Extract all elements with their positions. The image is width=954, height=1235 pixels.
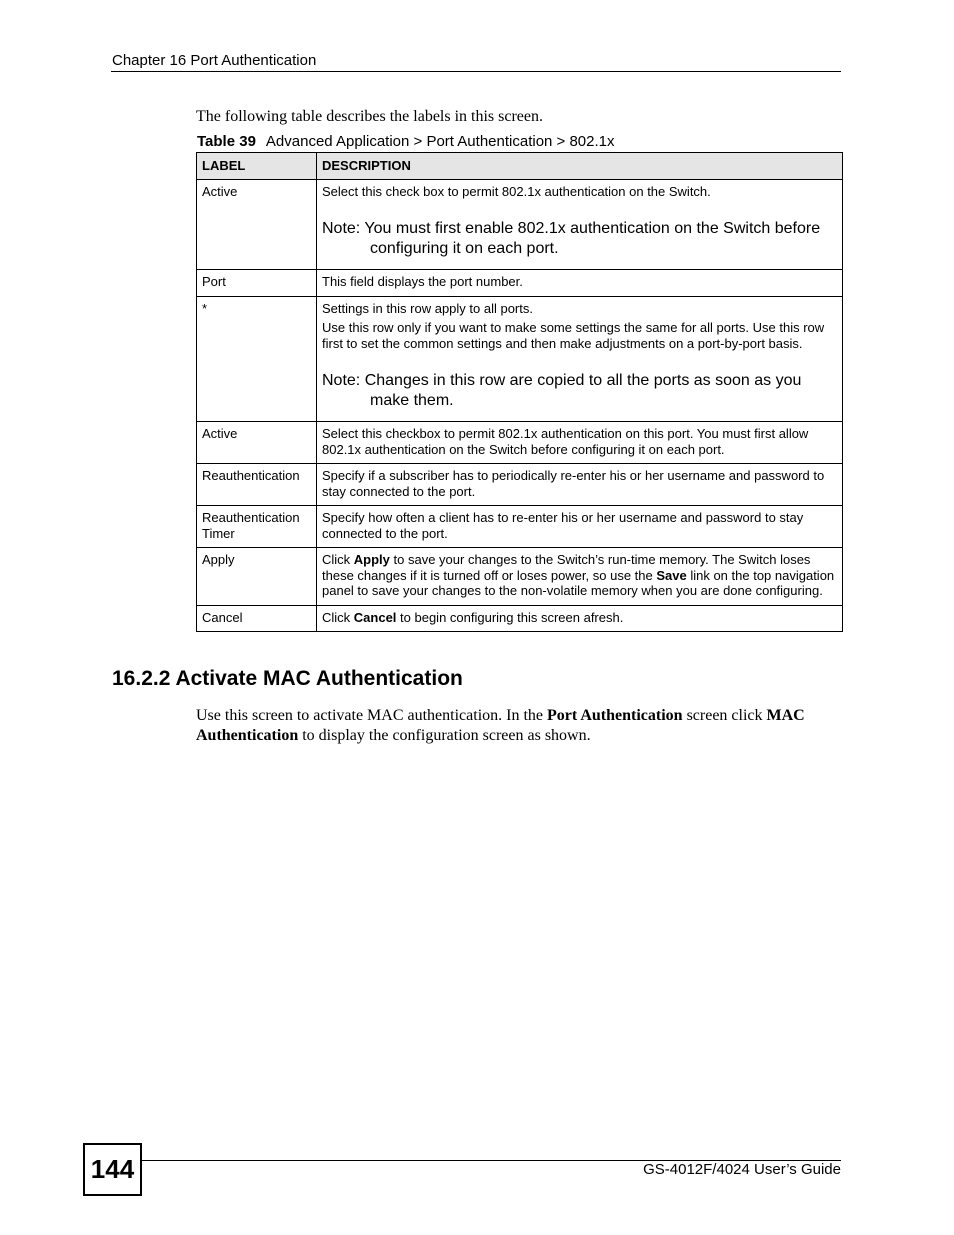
table-row [197, 605, 843, 632]
body-text: to display the configuration screen as shown. [298, 727, 591, 744]
note-text: Note: Changes in this row are copied to all the ports as soon as you make them. [322, 372, 802, 409]
row-label: Port [197, 270, 317, 297]
description-text: Click [322, 552, 354, 567]
row-label: Apply [197, 548, 317, 606]
table-title: Advanced Application > Port Authentication > 802.1x [265, 133, 615, 150]
body-text: screen click [682, 707, 767, 724]
row-description [317, 296, 843, 422]
label-description-table [196, 152, 843, 632]
table-row [197, 422, 843, 464]
table-row [197, 506, 843, 548]
row-description: Select this checkbox to permit 802.1x authentication on this port. You must first allow 802.1x authentication on the Switch before configuring it on each port. [317, 422, 843, 464]
row-label: Reauthentication Timer [197, 506, 317, 548]
section-body [196, 706, 836, 746]
description-text: Settings in this row apply to all ports. [322, 300, 533, 316]
table-row [197, 270, 843, 297]
apply-term: Apply [353, 552, 390, 567]
table-number: Table 39 [197, 133, 256, 150]
row-label: Active [197, 422, 317, 464]
row-label: Reauthentication [197, 464, 317, 506]
description-text: Select this check box to permit 802.1x authentication on the Switch. [322, 183, 711, 199]
row-description [317, 605, 843, 632]
intro-text: The following table describes the labels in this screen. [196, 108, 544, 125]
row-description [317, 179, 843, 270]
header-rule [111, 71, 841, 72]
description-text: link on the top navigation panel to save your changes to the non-volatile memory when you are done configuring. [322, 567, 835, 598]
table-header-row [197, 153, 843, 180]
guide-title: GS-4012F/4024 User’s Guide [643, 1161, 841, 1178]
running-header: Chapter 16 Port Authentication [112, 52, 317, 69]
note-text: Note: You must first enable 802.1x authentication on the Switch before configuring it on each port. [322, 220, 821, 257]
mac-authentication-term: MAC Authentication [196, 707, 805, 744]
row-label: * [197, 296, 317, 422]
table-row [197, 179, 843, 270]
save-term: Save [656, 567, 687, 583]
table-row [197, 296, 843, 422]
row-description: This field displays the port number. [317, 270, 843, 297]
body-text: Use this screen to activate MAC authentication. In the [196, 707, 548, 724]
row-label: Cancel [197, 605, 317, 632]
table-row [197, 548, 843, 606]
description-text: to save your changes to the Switch’s run-time memory. The Switch loses these changes if it is turned off or loses power, so use the [322, 552, 811, 583]
page-number: 144 [83, 1143, 142, 1196]
cancel-term: Cancel [353, 609, 397, 625]
row-description: Specify how often a client has to re-enter his or her username and password to stay connected to the port. [317, 506, 843, 548]
section-heading: 16.2.2 Activate MAC Authentication [112, 667, 463, 690]
row-description: Specify if a subscriber has to periodically re-enter his or her username and password to stay connected to the port. [317, 464, 843, 506]
description-text: to begin configuring this screen afresh. [396, 609, 624, 625]
column-header-description: DESCRIPTION [317, 153, 843, 180]
port-authentication-term: Port Authentication [547, 707, 683, 724]
description-text: Use this row only if you want to make some settings the same for all ports. Use this row first to set the common settings and then make adjustments on a port-by-port basis. [322, 320, 825, 351]
row-description [317, 548, 843, 606]
row-label: Active [197, 179, 317, 270]
description-text: Click [322, 609, 354, 625]
table-row [197, 464, 843, 506]
column-header-label: LABEL [197, 153, 317, 180]
table-caption [197, 133, 615, 150]
